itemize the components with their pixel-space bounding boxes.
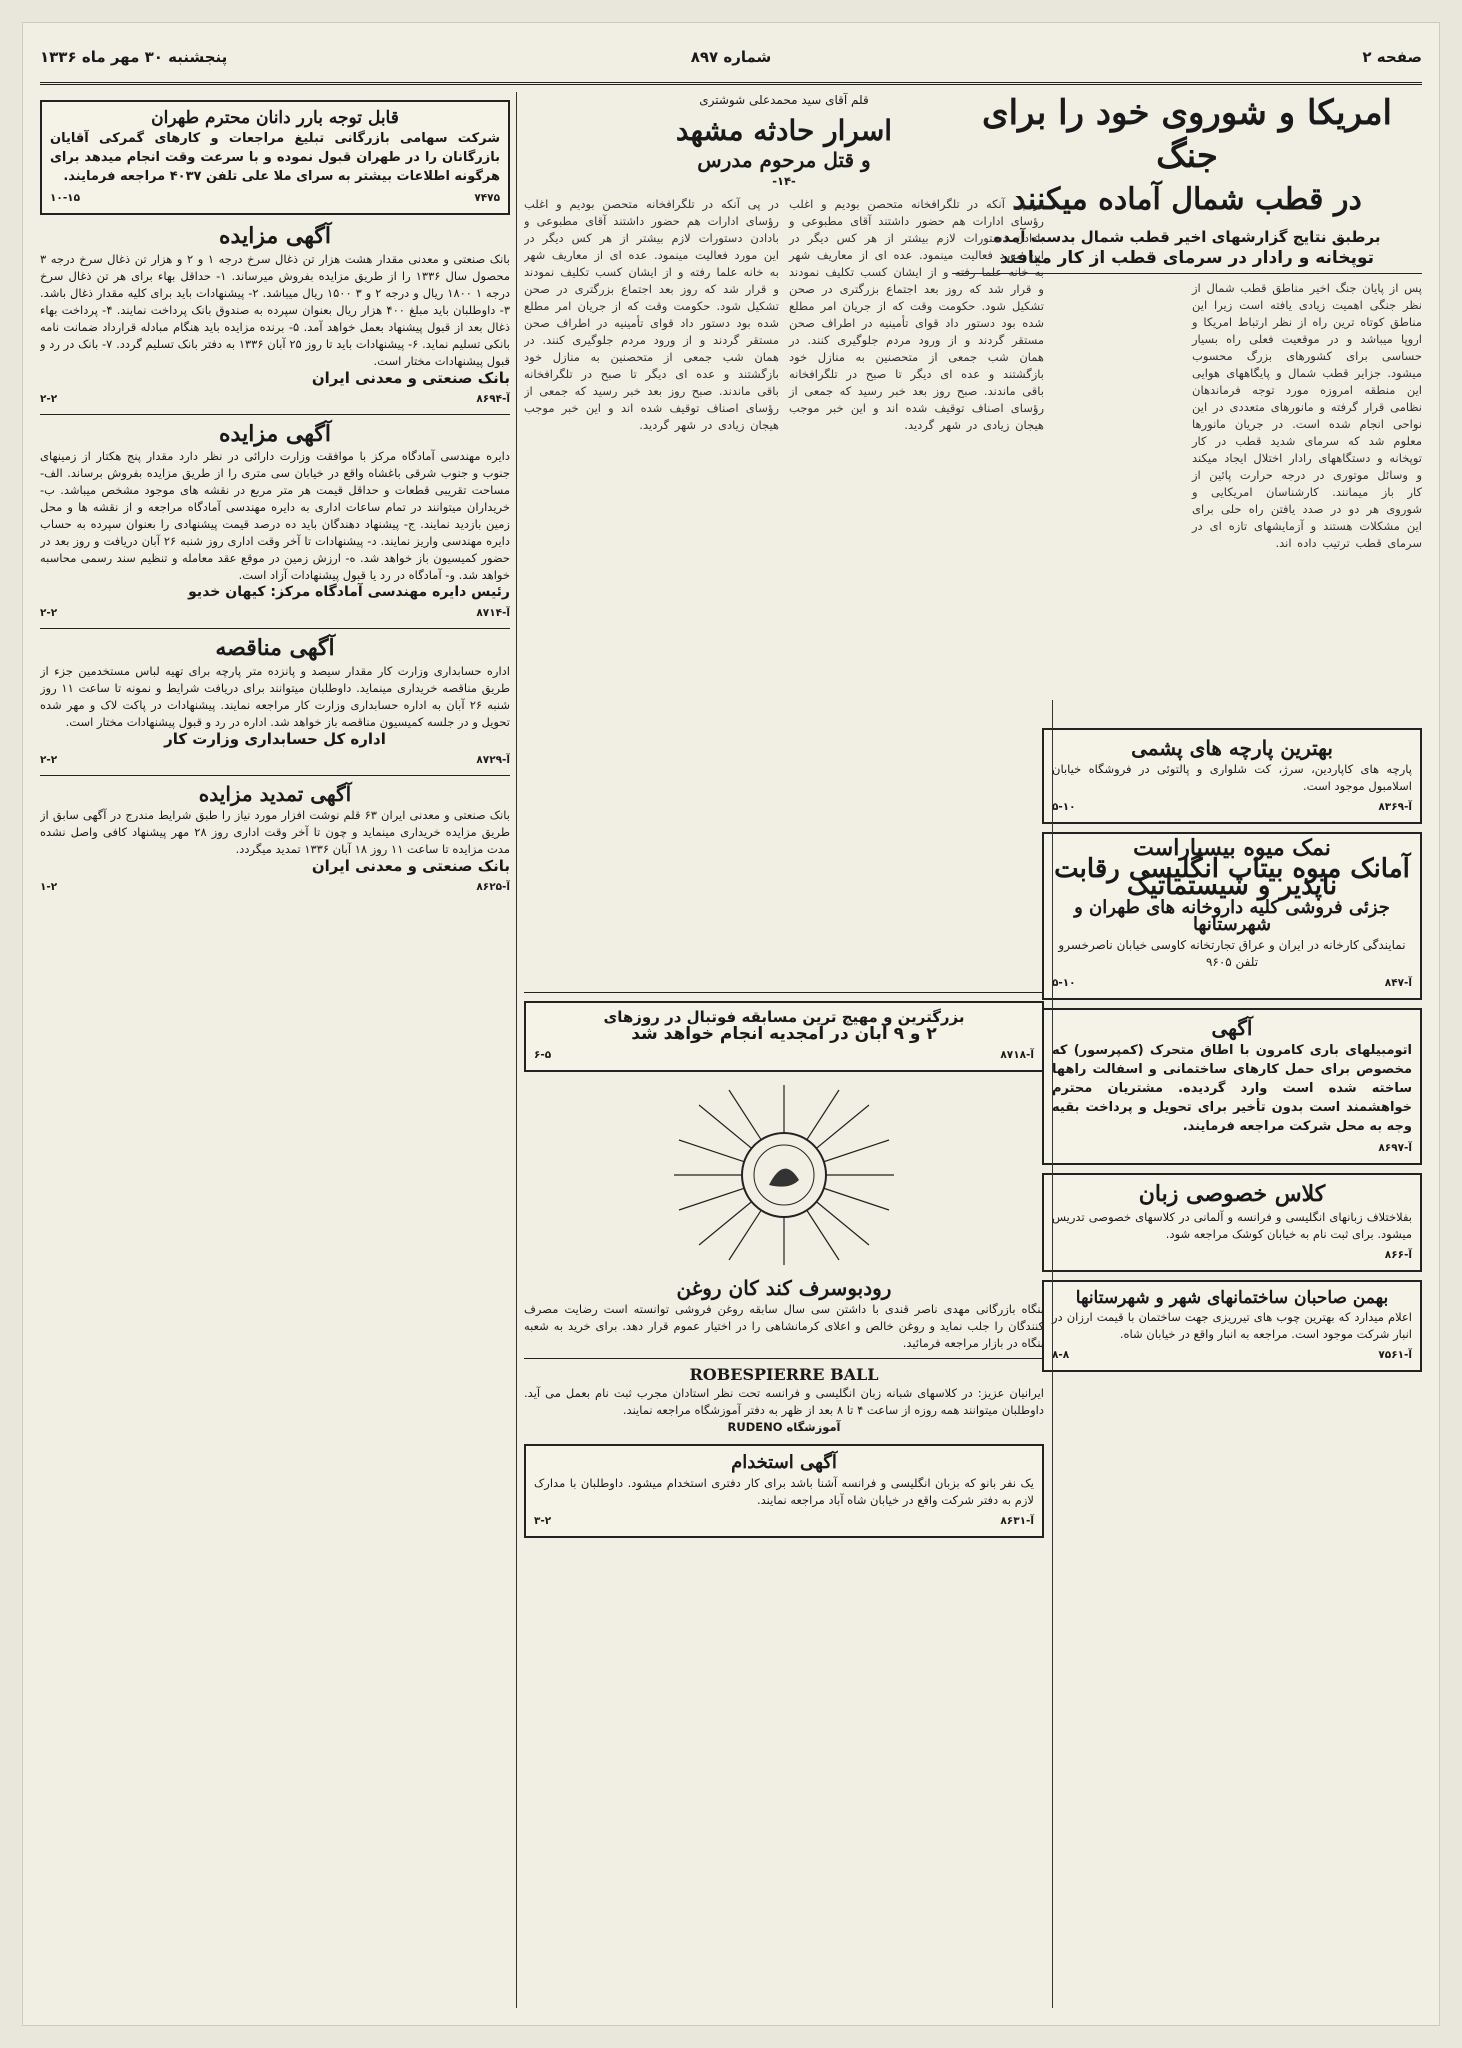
history-part: -۱۴- bbox=[772, 174, 796, 188]
column-divider bbox=[516, 92, 517, 2008]
extension-sign: بانک صنعتی و معدنی ایران bbox=[311, 856, 510, 875]
issue-number: شماره ۸۹۷ bbox=[690, 48, 772, 66]
auction1-body: بانک صنعتی و معدنی مقدار هشت هزار تن ذغال سرخ درجه ۱ و ۲ و هزار تن ذغال سرخ درجه ۳ محصول سال ۱۳۳۶ را از طریق مزایده بفروش میرساند. ۱- حداقل بهاء برای هر تن ذغال سرخ درجه ۱ ۱۸۰۰ ریال و درجه ۲ و ۳ ۱۵۰۰ ریال میباشد. ۲- پیشنهادات باید برای کلیه مقدار ذغال باشد. ۳- داوطلبان باید مبلغ ۴۰۰ هزار ریال بعنوان سپرده به صندوق بانک پرداخت نمایند. ۴- پرداخت بهاء ذغال بعد از قبول پیشنهاد بعمل خواهد آمد. ۵- برنده مزایده باید هنگام مبادله قرارداد ضمانت نامه بانکی تسلیم نماید. ۶- پیشنهادات باید تا روز ۲۵ آبان ۱۳۳۶ به دفتر بانک تسلیم گردد. ۷- بانک در رد و قبول پیشنهادات مختار است. bbox=[40, 251, 510, 368]
issue-date: پنجشنبه ۳۰ مهر ماه ۱۳۳۶ bbox=[40, 48, 228, 66]
auction2-title: آگهی مزایده bbox=[219, 420, 331, 447]
lead-title-1: امریکا و شوروی خود را برای جنگ bbox=[982, 93, 1392, 176]
history-body-a: در پی آنکه در تلگرافخانه متحصن بودیم و اغلب رؤسای ادارات هم حضور داشتند آقای مطبوعی و بادادن دستورات لازم بیشتر از هر کس دیگر در این مورد فعالیت مینمود. عده ای از معاریف شهر به خانه علما رفته و از ایشان کسب تکلیف نمودند و قرار شد که روز بعد اجتماع بزرگتری در صحن تشکیل شود. حکومت وقت که از جریان امر مطلع شده بود دستور داد قوای تأمینیه در اطراف صحن مستقر گردند و از ورود مردم جلوگیری کنند. در همان شب جمعی از متحصنین به منازل خود بازگشتند و عده ای دیگر تا صبح در تلگرافخانه باقی ماندند. صبح روز بعد خبر رسید که جمعی از رؤسای اصناف توقیف شده اند و این خبر موجب هیجان زیادی در شهر گردید. bbox=[789, 197, 1044, 432]
ad-football-code: ۶-۵ bbox=[534, 1049, 552, 1061]
ad-hiring-body: یک نفر بانو که بزبان انگلیسی و فرانسه آشنا باشد برای کار دفتری استخدام میشود. داوطلبان با مدارک لازم به دفتر شرکت واقع در خیابان شاه آباد مراجعه نمایند. bbox=[534, 1475, 1034, 1507]
ad-fruit-ref: آ-۸۴۷ bbox=[1384, 977, 1412, 989]
ad-language-ref: آ-۸۶۶ bbox=[1384, 1248, 1412, 1261]
ad-fruit-line4: نمایندگی کارخانه در ایران و عراق تجارتخانه کاوسی خیابان ناصرخسرو تلفن ۹۶۰۵ bbox=[1058, 938, 1406, 969]
page-header bbox=[40, 48, 1422, 76]
ad-fabric-body: پارچه های کاپاردین، سرژ، کت شلواری و پالتوئی در فروشگاه خیابان اسلامبول موجود است. bbox=[1052, 762, 1412, 793]
ad-language-body: بفلاختلاف زبانهای انگلیسی و فرانسه و آلمانی در کلاسهای خصوصی تدریس میشود. برای ثبت نام به خیابان کوشک مراجعه شود. bbox=[1052, 1209, 1412, 1241]
ad-football-date: ۲ و ۹ آبان در امجدیه انجام خواهد شد bbox=[631, 1024, 937, 1044]
ad-customs-code: ۱۰-۱۵ bbox=[50, 192, 80, 205]
ad-fabric-title: بهترین پارچه های پشمی bbox=[1131, 736, 1333, 760]
auction1-title: آگهی مزایده bbox=[219, 223, 331, 250]
ad-football-ref: آ-۸۷۱۸ bbox=[1000, 1049, 1034, 1061]
ad-fruit-line3: جزئی فروشی کلیه داروخانه های طهران و شهرستانها bbox=[1074, 897, 1390, 935]
history-article bbox=[524, 92, 1044, 2008]
ads-center-right bbox=[1042, 720, 1422, 2008]
auction1-sign: بانک صنعتی و معدنی ایران bbox=[311, 368, 510, 387]
ad-hiring-ref: آ-۸۶۳۱ bbox=[1000, 1514, 1034, 1527]
auction2-code: ۲-۲ bbox=[40, 607, 58, 620]
ad-school-sub: آموزشگاه RUDENO bbox=[727, 1420, 841, 1434]
ad-fabric-ref: آ-۸۳۶۹ bbox=[1378, 801, 1412, 813]
extension-body: بانک صنعتی و معدنی ایران ۶۳ قلم نوشت افزار مورد نیاز را طبق شرایط مندرج در آگهی سابق از طریق مزایده خریداری مینماید و چون تا آخر وقت اداری روز ۲۸ مهر پیشنهاد کافی واصل نشده مدت مزایده تا ساعت ۱۱ روز ۱۸ آبان ۱۳۳۶ تمدید میگردد. bbox=[40, 807, 510, 856]
ad-fruit-code: ۵-۱۰ bbox=[1052, 977, 1076, 989]
history-subtitle: و قتل مرحوم مدرس bbox=[697, 148, 871, 172]
history-byline: قلم آقای سید محمدعلی شوشتری bbox=[699, 93, 869, 107]
ad-language bbox=[1042, 1173, 1422, 1272]
tender-sign: اداره کل حسابداری وزارت کار bbox=[164, 729, 386, 748]
ad-hiring-title: آگهی استخدام bbox=[731, 1452, 837, 1473]
ad-football bbox=[524, 1001, 1044, 1072]
auction1-ref: آ-۸۶۹۴ bbox=[476, 392, 510, 405]
tender-body: اداره حسابداری وزارت کار مقدار سیصد و پانزده متر پارچه برای تهیه لباس مستخدمین جزء از طریق مناقصه خریداری مینماید. داوطلبان میتوانند برای دریافت شرایط و نمونه تا ساعت ۱۱ روز شنبه ۲۶ آبان به اداره حسابداری وزارت کار مراجعه نمایند. پیشنهادات در پاکت لاک و مهر شده تحویل و در جلسه کمیسیون مناقصه باز خواهد شد. اداره در رد و قبول پیشنهادات مختار است. bbox=[40, 663, 510, 729]
ad-construction-body: اعلام میدارد که بهترین چوب های تیرریزی جهت ساختمان با قیمت ارزان در انبار شرکت موجود است. مراجعه به انبار واقع در خیابان شاه. bbox=[1052, 1309, 1412, 1341]
column-divider bbox=[1052, 700, 1053, 2008]
ad-hiring bbox=[524, 1444, 1044, 1538]
auction2-body: دایره مهندسی آمادگاه مرکز با موافقت وزارت دارائی در نظر دارد مقدار پنج هکتار از زمینهای جنوب و جنوب شرقی باغشاه واقع در خیابان سی متری را از طریق مزایده بفروش برساند. الف- مساحت تقریبی قطعات و حداقل قیمت هر متر مربع در نقشه های موجود مشخص میباشد. ب- خریداران میتوانند در تمام ساعات اداری به دایره مهندسی آمادگاه مراجعه و از نقشه ها و محل زمین بازدید نمایند. ج- پیشنهاد دهندگان باید ده درصد قیمت پیشنهادی را بعنوان سپرده به حساب دایره مهندسی واریز نمایند. د- پیشنهادات تا آخر وقت اداری روز شنبه ۲۶ آبان دریافت و روز بعد در حضور کمیسیون باز خواهد شد. ه- ارزش زمین در موقع عقد معامله و تنظیم سند رسمی محاسبه خواهد شد. و- آمادگاه در رد یا قبول پیشنهادات آزاد است. bbox=[40, 449, 510, 583]
ad-oil-body: بنگاه بازرگانی مهدی ناصر قندی با داشتن سی سال سابقه روغن فروشی توانسته است رضایت مصرف کنندگان را جلب نماید و روغن خالص و اعلای کرمانشاهی را در اختیار عموم قرار دهد. برای خرید به شعبه بنگاه در بازار مراجعه فرمائید. bbox=[524, 1302, 1044, 1350]
ad-school-title: ROBESPIERRE BALL bbox=[689, 1365, 879, 1384]
ad-truck-title: آگهی bbox=[1211, 1016, 1253, 1040]
ad-fabric bbox=[1042, 728, 1422, 824]
tender-ref: آ-۸۷۲۹ bbox=[476, 753, 510, 766]
header-rule bbox=[40, 82, 1422, 85]
ad-truck bbox=[1042, 1008, 1422, 1165]
ad-fruit-line2: آمانک میوه بیتاپ انگلیسی رقابت ناپذیر و سیستماتیک bbox=[1054, 854, 1410, 901]
ad-customs-body: شرکت سهامی بازرگانی تبلیغ مراجعات و کارهای گمرکی آقایان بازرگانان را در طهران قبول نموده و با سرعت وقت انجام میدهد برای هرگونه اطلاعات بیشتر به سرای ملا علی تلفن ۴۰۳۷ مراجعه فرمایند. bbox=[50, 131, 500, 185]
auction1-code: ۲-۲ bbox=[40, 392, 58, 405]
ad-construction-title: بهمن صاحبان ساختمانهای شهر و شهرستانها bbox=[1075, 1287, 1389, 1308]
ad-customs-ref: ۷۴۷۵ bbox=[474, 192, 500, 205]
sunburst-emblem-icon bbox=[669, 1080, 899, 1270]
tender-code: ۲-۲ bbox=[40, 753, 58, 766]
ad-oil-title: رودبوسرف کند کان روغن bbox=[676, 1276, 892, 1300]
ad-customs-title: قابل توجه بارر دانان محترم طهران bbox=[151, 108, 399, 128]
history-body-b: در پی آنکه در تلگرافخانه متحصن بودیم و اغلب رؤسای ادارات هم حضور داشتند آقای مطبوعی و بادادن دستورات لازم بیشتر از هر کس دیگر در این مورد فعالیت مینمود. عده ای از معاریف شهر به خانه علما رفته و از ایشان کسب تکلیف نمودند و قرار شد که روز بعد اجتماع بزرگتری در صحن تشکیل شود. حکومت وقت که از جریان امر مطلع شده بود دستور داد قوای تأمینیه در اطراف صحن مستقر گردند و از ورود مردم جلوگیری کنند. در همان شب جمعی از متحصنین به منازل خود بازگشتند و عده ای دیگر تا صبح در تلگرافخانه باقی ماندند. صبح روز بعد خبر رسید که جمعی از رؤسای اصناف توقیف شده اند و این خبر موجب هیجان زیادی در شهر گردید. bbox=[524, 197, 779, 432]
page-number: صفحه ۲ bbox=[1362, 48, 1422, 66]
auction2-sign: رئیس دایره مهندسی آمادگاه مرکز: کیهان خدیو bbox=[188, 584, 510, 601]
ad-construction-code: ۸-۸ bbox=[1052, 1348, 1070, 1361]
extension-title: آگهی تمدید مزایده bbox=[198, 781, 352, 806]
ad-truck-body: اتومبیلهای باری کامرون با اطاق متحرک (کمپرسور) که مخصوص برای حمل کارهای ساختمانی و اسفالت راهها ساخته شده است وارد گردیده. مشتریان محترم خواهشمند است بدون تأخیر برای تحویل و پرداخت بقیه وجه به محل شرکت مراجعه فرمایند. bbox=[1052, 1043, 1412, 1134]
ad-school-body: ایرانیان عزیز: در کلاسهای شبانه زبان انگلیسی و فرانسه تحت نظر استادان مجرب ثبت نام بعمل می آید. داوطلبان میتوانند همه روزه از ساعت ۴ تا ۸ بعد از ظهر به دفتر آموزشگاه مراجعه نمایند. bbox=[524, 1386, 1044, 1417]
tender-title: آگهی مناقصه bbox=[215, 635, 335, 662]
ad-truck-ref: آ-۸۶۹۷ bbox=[1378, 1142, 1412, 1154]
lead-body-a: پس از پایان جنگ اخیر مناطق قطب شمال از نظر جنگی اهمیت زیادی یافته است زیرا این مناطق کوتاه ترین راه از نظر ارتباط امریکا و اروپا میباشد و در موقعیت فعلی راه بسیار حساسی برای کشورهای بزرگ محسوب میشود. جزایر قطب شمال و پایگاههای هوایی این منطقه امروزه مورد توجه فرماندهان نظامی قرار گرفته و مانورهای متعددی در این نواحی انجام شده است. در جریان مانورها معلوم شد که سرمای شدید قطب در کار توپخانه و دستگاههای رادار اختلال ایجاد میکند و وسائل موتوری در درجه حرارت پائین از کار باز میمانند. کارشناسان امریکایی و شوروی هر دو در صدد یافتن راه حلی برای این مشکلات هستند و آزمایشهای تازه ای در سرمای قطب ترتیب داده اند. bbox=[1192, 280, 1422, 550]
ad-customs-notice bbox=[40, 100, 510, 215]
lead-subtitle-1: برطبق نتایج گزارشهای اخیر قطب شمال بدست آمده bbox=[993, 227, 1381, 246]
ad-language-title: کلاس خصوصی زبان bbox=[1138, 1181, 1326, 1207]
auction2-ref: آ-۸۷۱۴ bbox=[476, 607, 510, 620]
ad-construction-ref: آ-۷۵۶۱ bbox=[1378, 1348, 1412, 1361]
ad-fruit-line1: نمک میوه بیسباراست bbox=[1133, 835, 1331, 861]
lead-subtitle-2: توپخانه و رادار در سرمای قطب از کار میافتد bbox=[999, 247, 1374, 268]
extension-ref: آ-۸۶۲۵ bbox=[476, 880, 510, 893]
notices-column bbox=[40, 92, 510, 2008]
ad-construction bbox=[1042, 1280, 1422, 1372]
history-title: اسرار حادثه مشهد bbox=[675, 114, 893, 147]
ad-hiring-code: ۳-۲ bbox=[534, 1514, 552, 1527]
lead-title-2: در قطب شمال آماده میکنند bbox=[1012, 182, 1362, 217]
extension-code: ۱-۲ bbox=[40, 880, 58, 893]
ad-fabric-code: ۵-۱۰ bbox=[1052, 801, 1076, 813]
ad-fruit-salt bbox=[1042, 832, 1422, 1000]
ad-football-title: بزرگترین و مهیج ترین مسابقه فوتبال در روزهای bbox=[603, 1008, 965, 1026]
